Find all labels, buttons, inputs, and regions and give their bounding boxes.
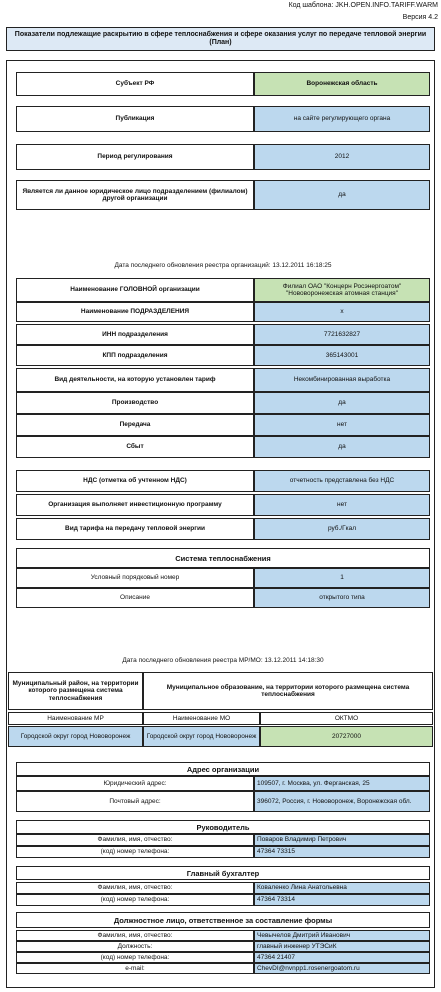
accountant-name-label: Фамилия, имя, отчество: xyxy=(16,882,254,894)
head-org-label: Наименование ГОЛОВНОЙ организации xyxy=(16,278,254,302)
investment-label: Организация выполняет инвестиционную программу xyxy=(16,494,254,516)
tariff-type-value[interactable]: руб./Гкал xyxy=(254,518,430,540)
kpp-label: КПП подразделения xyxy=(16,345,254,366)
heat-system-title: Система теплоснабжения xyxy=(16,548,430,568)
page-title: Показатели подлежащие раскрытию в сфере теплоснабжения и сфере оказания услуг по передаче тепловой энергии (План) xyxy=(6,27,435,51)
investment-value[interactable]: нет xyxy=(254,494,430,516)
responsible-name-value[interactable]: Чевычелов Дмитрий Иванович xyxy=(254,930,430,941)
accountant-title: Главный бухгалтер xyxy=(16,866,430,880)
branch-label: Является ли данное юридическое лицо подразделением (филиалом) другой организации xyxy=(16,180,254,210)
heat-system-seq-value[interactable]: 1 xyxy=(254,568,430,588)
period-label: Период регулирования xyxy=(16,144,254,170)
version-label: Версия 4.2 xyxy=(402,14,438,21)
branch-value[interactable]: да xyxy=(254,180,430,210)
division-value[interactable]: x xyxy=(254,302,430,322)
responsible-email-label: e-mail: xyxy=(16,963,254,974)
org-registry-date: Дата последнего обновления реестра организаций: 13.12.2011 16:18:25 xyxy=(114,262,332,269)
address-title: Адрес организации xyxy=(16,762,430,776)
oktmo-label: ОКТМО xyxy=(260,712,433,725)
mr-column-header: Муниципальный район, на территории которого размещена система теплоснабжения xyxy=(8,672,143,710)
production-label: Производство xyxy=(16,392,254,414)
director-title: Руководитель xyxy=(16,820,430,834)
legal-address-label: Юридический адрес: xyxy=(16,776,254,791)
responsible-title: Должностное лицо, ответственное за составление формы xyxy=(16,912,430,928)
accountant-phone-value[interactable]: 47364 73314 xyxy=(254,894,430,906)
responsible-phone-value[interactable]: 47364 21407 xyxy=(254,952,430,963)
vat-label: НДС (отметка об учтенном НДС) xyxy=(16,470,254,492)
transfer-value[interactable]: нет xyxy=(254,414,430,436)
head-org-value[interactable]: Филиал ОАО "Концерн Росэнергоатом" "Нововоронежская атомная станция" xyxy=(254,278,430,302)
accountant-phone-label: (код) номер телефона: xyxy=(16,894,254,906)
responsible-email-value[interactable]: ChevDI@nvnpp1.rosenergoatom.ru xyxy=(254,963,430,974)
postal-address-label: Почтовый адрес: xyxy=(16,791,254,812)
director-phone-label: (код) номер телефона: xyxy=(16,846,254,858)
legal-address-value[interactable]: 109507, г. Москва, ул. Ферганская, 25 xyxy=(254,776,430,791)
director-name-label: Фамилия, имя, отчество: xyxy=(16,834,254,846)
kpp-value[interactable]: 365143001 xyxy=(254,345,430,366)
director-phone-value[interactable]: 47364 73315 xyxy=(254,846,430,858)
publication-value[interactable]: на сайте регулирующего органа xyxy=(254,106,430,132)
production-value[interactable]: да xyxy=(254,392,430,414)
division-label: Наименование ПОДРАЗДЕЛЕНИЯ xyxy=(16,302,254,322)
vat-value[interactable]: отчетность представлена без НДС xyxy=(254,470,430,492)
responsible-position-label: Должность: xyxy=(16,941,254,952)
postal-address-value[interactable]: 396072, Россия, г. Нововоронеж, Воронежская обл. xyxy=(254,791,430,812)
responsible-position-value[interactable]: главный инженер УТЭСиК xyxy=(254,941,430,952)
inn-label: ИНН подразделения xyxy=(16,324,254,345)
activity-label: Вид деятельности, на которую установлен тариф xyxy=(16,368,254,392)
mo-name-label: Наименование МО xyxy=(143,712,260,725)
heat-system-seq-label: Условный порядковый номер xyxy=(16,568,254,588)
activity-value[interactable]: Некомбинированная выработка xyxy=(254,368,430,392)
period-value[interactable]: 2012 xyxy=(254,144,430,170)
mo-column-header: Муниципальное образование, на территории которого размещена система теплоснабжения xyxy=(143,672,433,710)
accountant-name-value[interactable]: Коваленко Лина Анатольевна xyxy=(254,882,430,894)
responsible-phone-label: (код) номер телефона: xyxy=(16,952,254,963)
subject-label: Субъект РФ xyxy=(16,72,254,96)
subject-value[interactable]: Воронежская область xyxy=(254,72,430,96)
sales-label: Сбыт xyxy=(16,436,254,458)
director-name-value[interactable]: Поваров Владимир Петрович xyxy=(254,834,430,846)
transfer-label: Передача xyxy=(16,414,254,436)
responsible-name-label: Фамилия, имя, отчество: xyxy=(16,930,254,941)
mr-value[interactable]: Городской округ город Нововоронеж xyxy=(8,726,143,747)
mo-registry-date: Дата последнего обновления реестра МР/МО: 13.12.2011 14:18:30 xyxy=(122,657,324,664)
publication-label: Публикация xyxy=(16,106,254,132)
heat-system-desc-label: Описание xyxy=(16,588,254,608)
mr-name-label: Наименование МР xyxy=(8,712,143,725)
tariff-type-label: Вид тарифа на передачу тепловой энергии xyxy=(16,518,254,540)
inn-value[interactable]: 7721632827 xyxy=(254,324,430,345)
oktmo-value[interactable]: 20727000 xyxy=(260,726,433,747)
template-code: Код шаблона: JKH.OPEN.INFO.TARIFF.WARM xyxy=(288,2,438,9)
heat-system-desc-value[interactable]: открытого типа xyxy=(254,588,430,608)
sales-value[interactable]: да xyxy=(254,436,430,458)
mo-value[interactable]: Городской округ город Нововоронеж xyxy=(143,726,260,747)
